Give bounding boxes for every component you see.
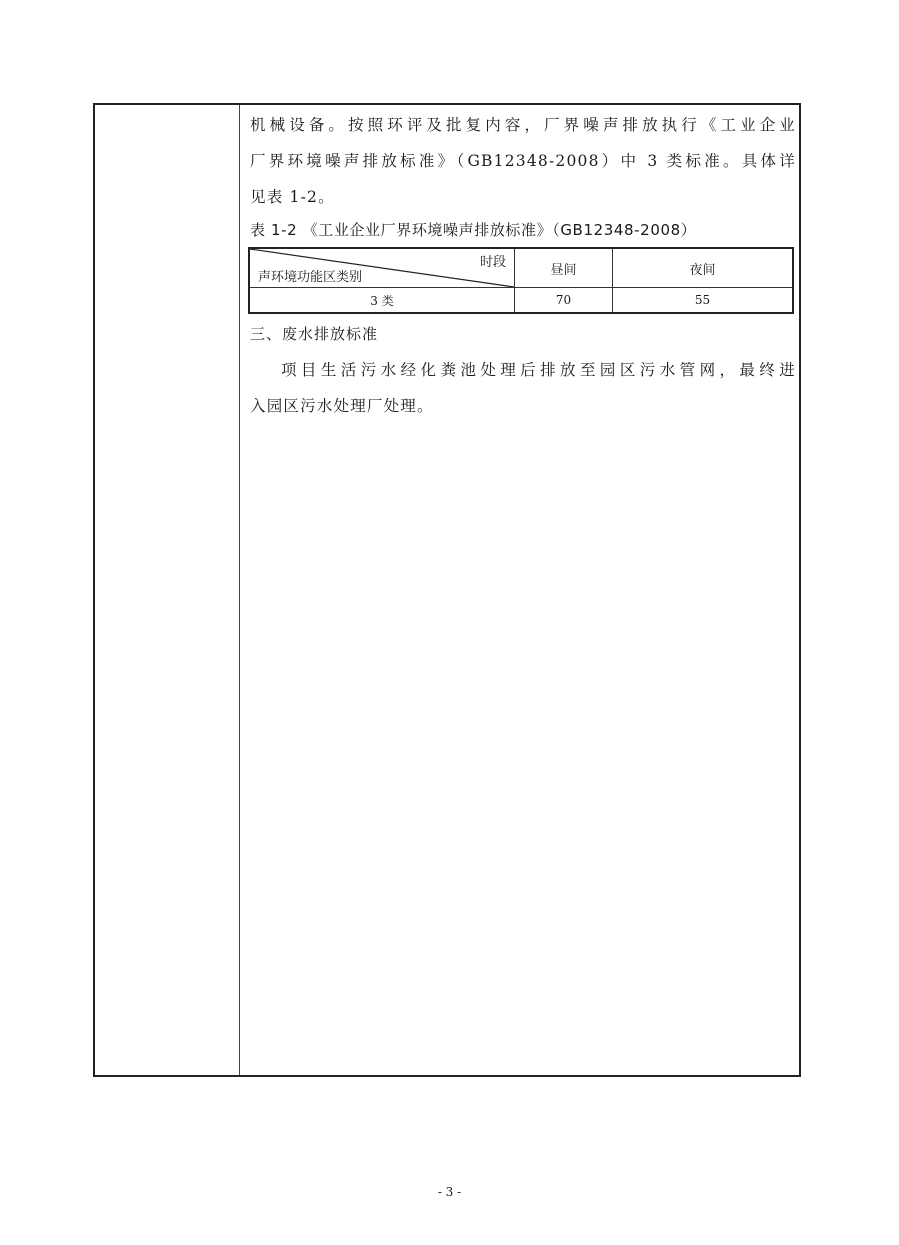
diagonal-header-cell [249, 248, 515, 288]
header-period-label: 时段 [479, 255, 506, 270]
table-header-row [249, 248, 793, 288]
outer-table [93, 103, 801, 1077]
paragraph-line: 见表 1-2。 [250, 188, 335, 206]
paragraph-line: 项目生活污水经化粪池处理后排放至园区污水管网，最终进 [281, 361, 796, 379]
paragraph-line: 入园区污水处理厂处理。 [250, 397, 434, 415]
table-row [249, 288, 793, 314]
header-day: 昼间 [515, 248, 613, 288]
page-number: - 3 - [437, 1185, 462, 1199]
header-night: 夜间 [613, 248, 794, 288]
table-title: 表 1-2 《工业企业厂界环境噪声排放标准》（GB12348-2008） [250, 221, 697, 239]
cell-night: 55 [613, 288, 794, 314]
header-category-label: 声环境功能区类别 [258, 270, 363, 285]
paragraph-line: 机械设备。按照环评及批复内容，厂界噪声排放执行《工业企业 [250, 116, 796, 134]
left-column [95, 105, 240, 1075]
section-heading: 三、废水排放标准 [250, 325, 379, 343]
content-column [250, 105, 796, 424]
cell-category: 3 类 [249, 288, 515, 314]
cell-day: 70 [515, 288, 613, 314]
paragraph-line: 厂界环境噪声排放标准》（GB12348-2008）中 3 类标准。具体详 [250, 152, 796, 170]
noise-standard-table [248, 247, 794, 314]
